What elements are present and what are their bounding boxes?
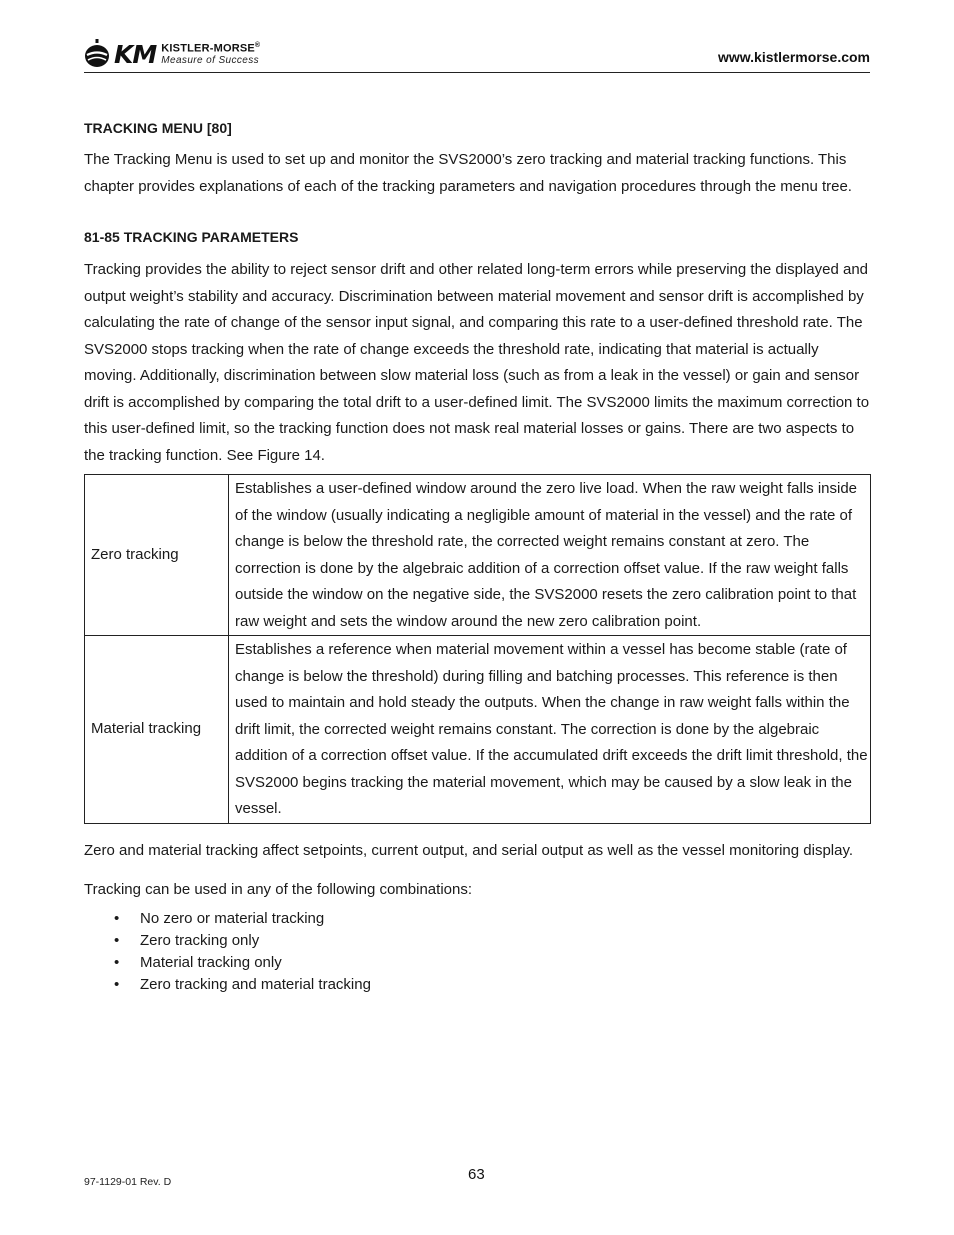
list-item: • Zero tracking and material tracking [84,974,870,996]
logo-tagline: Measure of Success [161,54,260,66]
website-url[interactable]: www.kistlermorse.com [718,49,870,65]
bullet-icon: • [114,953,120,971]
table-cell-description: Establishes a user-defined window around the zero live load. When the raw weight falls inside of the window (usually indicating a negligible amount of material in the vessel) and the rate of change is below the threshold rate, the corrected weight remains constant at zero. The correction is done by the algebraic addition of a correction offset value. If the raw weight falls outside the window on the negative side, the SVS2000 resets the zero calibration point to that raw weight and sets the window around the new zero calibration point. [229,475,871,636]
table-row [85,636,871,824]
list-item: • No zero or material tracking [84,908,870,930]
page-number: 63 [468,1166,485,1183]
bullet-icon: • [114,975,120,993]
table-cell-label: Zero tracking [85,475,229,636]
bullet-icon: • [114,909,120,927]
page-content [84,118,870,996]
tracking-combinations-intro: Tracking can be used in any of the following combinations: [84,881,473,898]
section-heading-tracking-parameters: 81-85 TRACKING PARAMETERS [84,229,299,245]
tracking-types-table [84,474,871,824]
section-intro-paragraph: The Tracking Menu is used to set up and monitor the SVS2000’s zero tracking and material tracking functions. This chapter provides explanations of each of the tracking parameters and navigation procedures through the menu tree. [84,151,852,195]
page-header [84,36,870,73]
logo-emblem-icon [84,39,110,69]
tracking-effects-paragraph: Zero and material tracking affect setpoints, current output, and serial output as well as the vessel monitoring display. [84,841,854,859]
tracking-combinations-list [84,908,870,996]
company-logo [84,38,260,70]
tracking-parameters-paragraph: Tracking provides the ability to reject sensor drift and other related long-term errors while preserving the displayed and output weight’s stability and accuracy. Discrimination between material movement and sensor drift is accomplished by calculating the rate of change of the sensor input signal, and comparing this rate to a user-defined threshold rate. The SVS2000 stops tracking when the rate of change exceeds the threshold rate, indicating that material is actually moving. Additionally, discrimination between slow material loss (such as from a leak in the vessel) or gain and sensor drift is accomplished by comparing the total drift to a user-defined limit. The SVS2000 limits the maximum correction to this user-defined limit, so the tracking function does not mask real material losses or gains. There are two aspects to the tracking function. See Figure 14. [84,261,870,464]
list-item: • Material tracking only [84,952,870,974]
table-cell-description: Establishes a reference when material movement within a vessel has become stable (rate of change is below the threshold) during filling and batching processes. This reference is then used to maintain and hold steady the outputs. When the change in raw weight falls within the drift limit, the corrected weight remains constant. The correction is done by the algebraic addition of a correction offset value. If the accumulated drift exceeds the drift limit threshold, the SVS2000 begins tracking the material movement, which may be caused by a slow leak in the vessel. [229,636,871,824]
logo-brand-name: KISTLER-MORSE® [161,42,261,55]
section-heading-tracking-menu: TRACKING MENU [80] [84,120,232,136]
logo-initials: KM [114,39,157,69]
registered-mark: ® [254,42,261,50]
logo-wordmark [161,42,260,66]
table-row [85,475,871,636]
list-item: • Zero tracking only [84,930,870,952]
bullet-icon: • [114,931,120,949]
document-number: 97-1129-01 Rev. D [84,1176,172,1188]
table-cell-label: Material tracking [85,636,229,824]
